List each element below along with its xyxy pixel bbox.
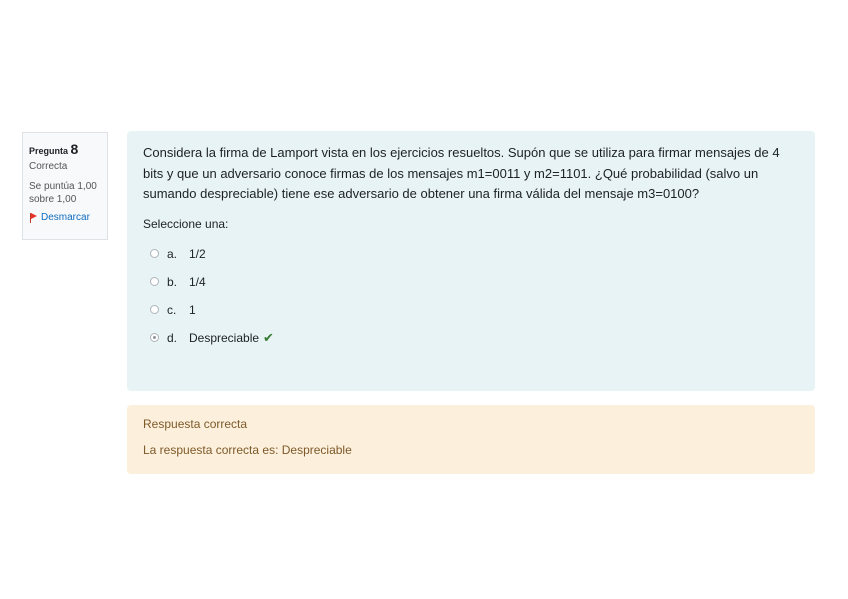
answer-option-d[interactable] (150, 324, 799, 352)
question-number: 8 (70, 141, 79, 157)
answer-letter: c. (167, 302, 177, 317)
question-info-panel (22, 132, 108, 240)
question-text: Considera la firma de Lamport vista en los ejercicios resueltos. Supón que se utiliza para firmar mensajes de 4 bits y que un adversario conoce firmas de los mensajes m1=0011 y m2=1101. ¿Qué probabilidad (salvo un sumando despreciable) tiene ese adversario de obtener una firma válida del mensaje m3=0100? (143, 145, 780, 201)
answer-option-b[interactable] (150, 268, 799, 296)
question-label: Pregunta (29, 146, 69, 156)
question-state: Correcta (29, 161, 68, 172)
radio-b[interactable] (150, 277, 159, 286)
question-content (127, 131, 815, 391)
flag-icon (29, 213, 38, 223)
answer-text: 1/4 (189, 274, 206, 289)
answer-text: Despreciable (189, 330, 260, 345)
correct-answer-text: La respuesta correcta es: Despreciable (143, 443, 352, 457)
answer-letter: b. (167, 274, 178, 289)
answer-prompt: Seleccione una: (143, 216, 229, 231)
answer-text: 1 (189, 302, 196, 317)
radio-c[interactable] (150, 305, 159, 314)
radio-d[interactable] (150, 333, 159, 342)
answer-letter: a. (167, 246, 178, 261)
check-icon: ✔ (263, 329, 274, 345)
answer-list (143, 240, 799, 352)
feedback-status: Respuesta correcta (143, 417, 248, 431)
flag-label: Desmarcar (41, 212, 90, 223)
radio-a[interactable] (150, 249, 159, 258)
answer-option-c[interactable] (150, 296, 799, 324)
feedback-panel (127, 405, 815, 474)
question-number-heading (29, 141, 107, 157)
unflag-link[interactable] (29, 212, 107, 223)
answer-letter: d. (167, 330, 178, 345)
question-grade: Se puntúa 1,00 sobre 1,00 (29, 181, 97, 205)
answer-option-a[interactable] (150, 240, 799, 268)
answer-text: 1/2 (189, 246, 206, 261)
